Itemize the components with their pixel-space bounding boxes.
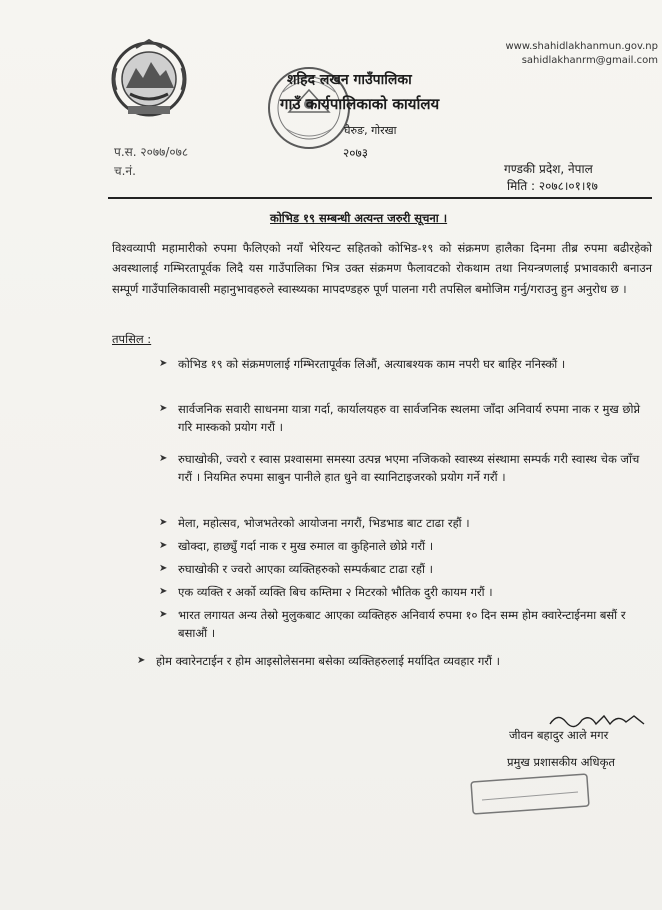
signatory-stamp-icon [468, 772, 592, 816]
arrow-bullet-icon: ➤ [159, 358, 168, 369]
arrow-bullet-icon: ➤ [159, 453, 168, 464]
list-item-text: होम क्वारेनटाईन र होम आइसोलेसनमा बसेका व्यक्तिहरुलाई मर्यादित व्यवहार गरौं । [156, 654, 500, 668]
list-item [155, 400, 645, 442]
list-item [133, 652, 645, 672]
arrow-bullet-icon: ➤ [159, 403, 168, 414]
nepal-government-emblem-icon [108, 38, 190, 120]
list-item [155, 355, 645, 397]
signatory-title: प्रमुख प्रशासकीय अधिकृत [507, 755, 615, 769]
handwritten-signature [548, 710, 648, 730]
arrow-bullet-icon: ➤ [159, 586, 168, 597]
list-item-text: खोक्दा, हाछ्युँ गर्दा नाक र मुख रुमाल वा कुहिनाले छोप्ने गरौं । [178, 539, 434, 553]
list-item-text: भारत लगायत अन्य तेस्रो मुलुकबाट आएका व्यक्तिहरु अनिवार्य रुपमा १० दिन सम्म होम क्वारेन्टाईनमा बसौं र बसाऔं । [178, 608, 626, 640]
list-item-text: एक व्यक्ति र अर्को व्यक्ति बिच कम्तिमा २ मिटरको भौतिक दुरी कायम गरौं । [178, 585, 493, 599]
issue-date: मिति : २०७८।०१।१७ [507, 179, 598, 193]
province-text: गण्डकी प्रदेश, नेपाल [504, 162, 593, 176]
reference-number-label: च.नं. [114, 164, 136, 178]
fiscal-year-label: प.स. २०७७/०७८ [114, 145, 189, 159]
list-item [155, 560, 645, 580]
list-item [155, 606, 645, 646]
list-item-text: मेला, महोत्सव, भोजभतेरको आयोजना नगरौं, भिडभाड बाट टाढा रहौं । [178, 516, 470, 530]
office-location: घैरुङ, गोरखा [344, 124, 397, 137]
list-item [155, 514, 645, 534]
list-item-text: कोभिड १९ को संक्रमणलाई गम्भिरतापूर्वक लिऔं, अत्याबश्यक काम नपरी घर बाहिर ननिस्कौं । [178, 357, 566, 371]
list-item-text: सार्वजनिक सवारी साधनमा यात्रा गर्दा, कार्यालयहरु वा सार्वजनिक स्थलमा जाँदा अनिवार्य रुपमा नाक र मुख छोप्ने गरि मास्कको प्रयोग गरौं । [178, 402, 640, 434]
email-link[interactable]: sahidlakhanrm@gmail.com [521, 55, 658, 66]
list-item-text: रुघाखोकी र ज्वरो आएका व्यक्तिहरुको सम्पर्कबाट टाढा रहौं । [178, 562, 433, 576]
arrow-bullet-icon: ➤ [159, 517, 168, 528]
instruction-list [137, 355, 645, 672]
list-item [155, 450, 645, 510]
arrow-bullet-icon: ➤ [159, 540, 168, 551]
office-name: गाउँ कार्यपालिकाको कार्यालय [280, 95, 440, 113]
signatory-name: जीवन बहादुर आले मगर [509, 728, 609, 742]
website-link[interactable]: www.shahidlakhanmun.gov.np [505, 41, 658, 52]
contact-block [505, 40, 658, 68]
established-year: २०७३ [343, 146, 368, 160]
arrow-bullet-icon: ➤ [159, 609, 168, 620]
list-item [155, 537, 645, 557]
arrow-bullet-icon: ➤ [137, 655, 146, 666]
notice-intro: विश्वव्यापी महामारीको रुपमा फैलिएको नयाँ भेरियन्ट सहितको कोभिड-१९ को संक्रमण हालैका दिनमा तीब्र रुपमा बढीरहेको अवस्थालाई गम्भिरतापूर्वक लिदै यस गाउँपालिका भित्र उक्त संक्रमण फैलावटको रोकथाम तथा नियन्त्रणलाई प्रभावकारी बनाउन सम्पूर्ण गाउँपालिकावासी महानुभावहरुले स्वास्थ्यका मापदण्डहरु पूर्ण पालना गरी तपसिल बमोजिम गर्नु/गराउनु हुन अनुरोध छ । [112, 241, 652, 296]
list-item-text: रुघाखोकी, ज्वरो र स्वास प्रश्वासमा समस्या उत्पन्न भएमा नजिकको स्वास्थ्य संस्थामा सम्पर्क गरी स्वास्थ चेक जाँच गरौं । नियमित रुपमा साबुन पानीले हात धुने वा स्यानिटाइजरको प्रयोग गर्ने गरौं । [178, 452, 640, 484]
list-heading: तपसिल : [112, 332, 152, 346]
municipality-name: शहिद लखन गाउँपालिका [287, 72, 412, 88]
arrow-bullet-icon: ➤ [159, 563, 168, 574]
list-item [155, 583, 645, 603]
notice-subject: कोभिड १९ सम्बन्धी अत्यन्त जरुरी सूचना । [270, 211, 448, 225]
header-divider [108, 197, 652, 199]
